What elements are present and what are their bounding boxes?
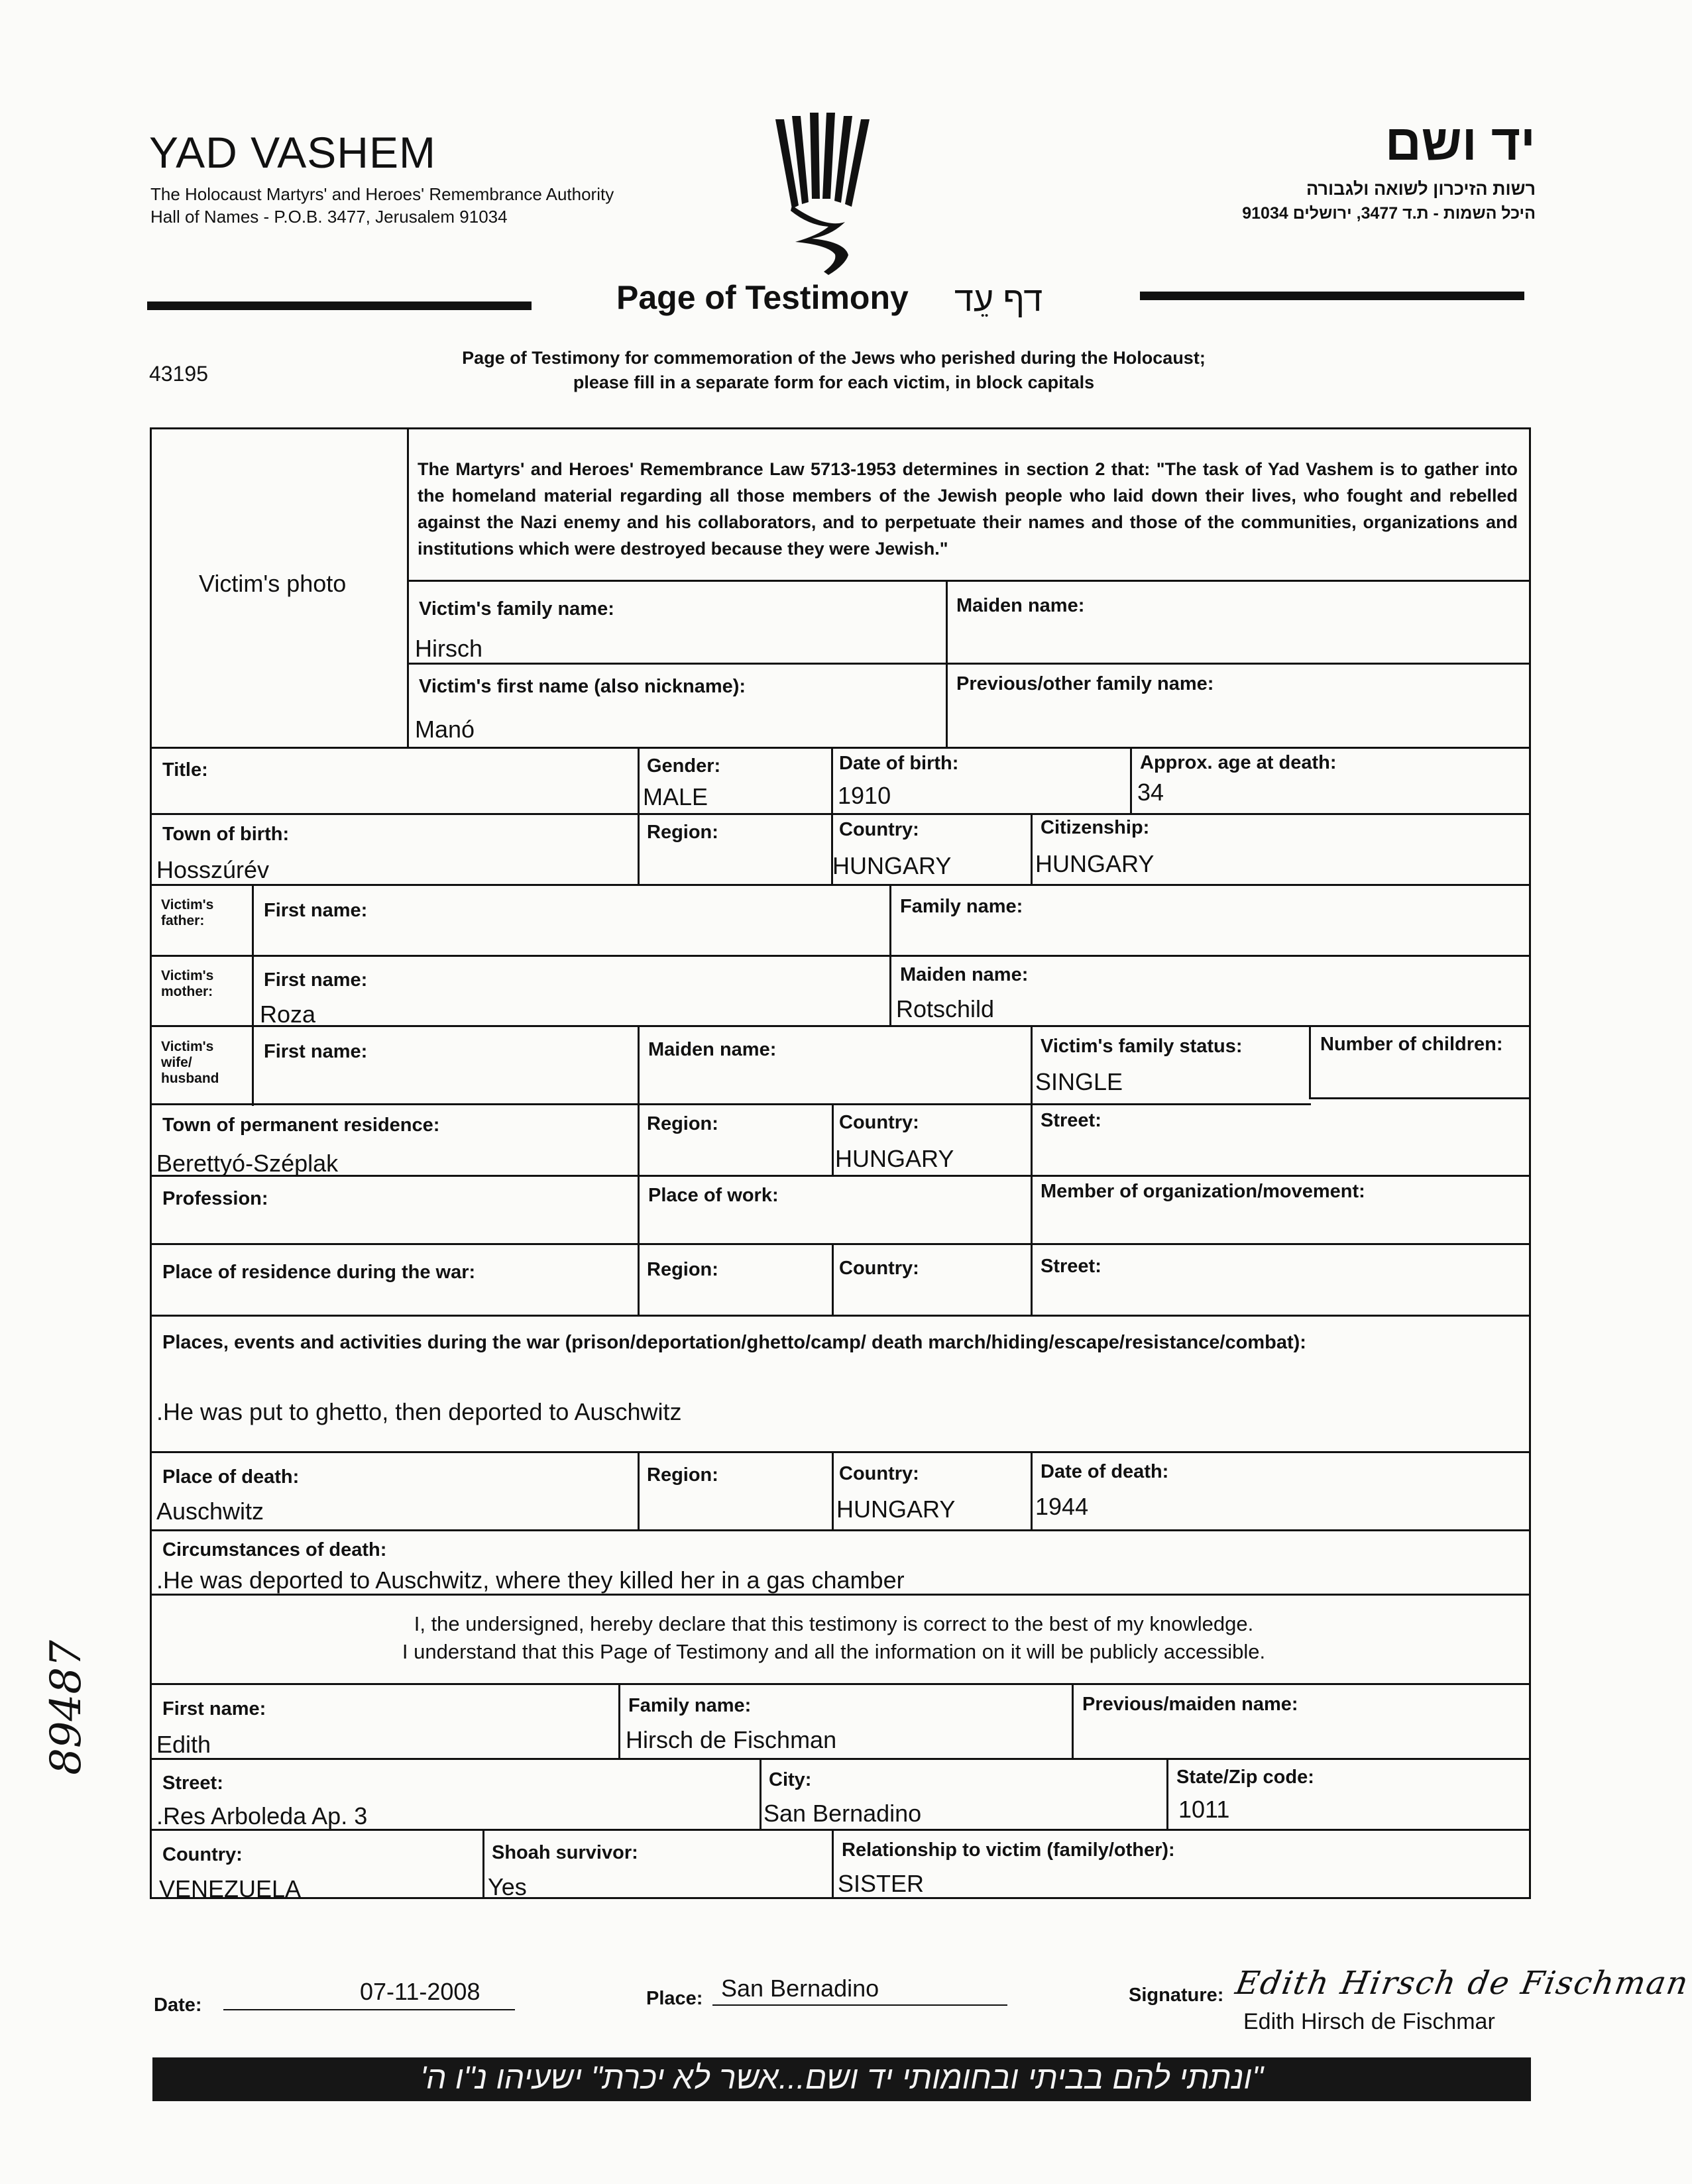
org-subtitle-hebrew: רשות הזיכרון לשואה ולגבורה xyxy=(1306,179,1536,199)
residence-country-label: Country: xyxy=(839,1112,919,1133)
submitter-city: San Bernadino xyxy=(763,1800,922,1827)
spouse-label: Victim's wife/ husband xyxy=(161,1039,219,1086)
submission-date: 07-11-2008 xyxy=(360,1978,480,2005)
submitter-state-zip: 1011 xyxy=(1178,1796,1230,1823)
war-region-label: Region: xyxy=(647,1259,718,1280)
margin-handwritten-number: 89487 xyxy=(42,1640,91,1775)
spouse-first-name-label: First name: xyxy=(264,1041,368,1062)
signature-printed-name: Edith Hirsch de Fischmar xyxy=(1243,2009,1495,2034)
victim-town-birth: Hosszúrév xyxy=(156,856,270,883)
victim-residence-country: HUNGARY xyxy=(835,1145,954,1172)
place-underline xyxy=(712,2004,1007,2006)
signature-label: Signature: xyxy=(1129,1985,1224,2006)
submitter-city-label: City: xyxy=(769,1769,812,1790)
submission-place: San Bernadino xyxy=(721,1975,879,2002)
citizenship-label: Citizenship: xyxy=(1041,817,1150,838)
places-events-label: Places, events and activities during the war (prison/deportation/ghetto/camp/ death march/hiding/escape/resistance/combat): xyxy=(162,1332,1306,1353)
victim-first-name: Manó xyxy=(415,716,475,743)
submitter-street: .Res Arboleda Ap. 3 xyxy=(156,1802,368,1829)
form-title-hebrew: דף עֵד xyxy=(954,280,1043,319)
org-name: YAD VASHEM xyxy=(149,128,436,177)
death-country-label: Country: xyxy=(839,1463,919,1484)
victim-death-country: HUNGARY xyxy=(836,1496,956,1523)
death-region-label: Region: xyxy=(647,1464,718,1486)
relationship-label: Relationship to victim (family/other): xyxy=(842,1839,1175,1861)
submitter-street-label: Street: xyxy=(162,1773,223,1794)
submitter-country-label: Country: xyxy=(162,1844,243,1865)
first-name-label: Victim's first name (also nickname): xyxy=(419,676,746,697)
victim-birth-country: HUNGARY xyxy=(832,852,952,879)
org-address-hebrew: היכל השמות - ת.ד 3477, ירושלים 91034 xyxy=(1242,204,1536,223)
intro-line-2: please fill in a separate form for each victim, in block capitals xyxy=(573,372,1095,392)
family-name-label: Victim's family name: xyxy=(419,598,614,620)
mother-first-name: Roza xyxy=(260,1001,316,1028)
circumstances-label: Circumstances of death: xyxy=(162,1539,387,1560)
victim-circumstances: .He was deported to Auschwitz, where they killed her in a gas chamber xyxy=(156,1566,905,1594)
residence-street-label: Street: xyxy=(1041,1110,1101,1131)
shoah-survivor-label: Shoah survivor: xyxy=(492,1842,638,1863)
maiden-name-label: Maiden name: xyxy=(956,595,1085,616)
submitter-first-name: Edith xyxy=(156,1731,211,1758)
family-status-label: Victim's family status: xyxy=(1041,1036,1243,1057)
header-rule-right xyxy=(1140,292,1524,300)
town-birth-label: Town of birth: xyxy=(162,824,290,845)
submitter-state-zip-label: State/Zip code: xyxy=(1176,1767,1314,1788)
victim-war-events: .He was put to ghetto, then deported to Auschwitz xyxy=(156,1398,682,1425)
declaration-line-2: I understand that this Page of Testimony and all the information on it will be publicly accessible. xyxy=(402,1640,1266,1663)
submitter-family-name-label: Family name: xyxy=(628,1695,752,1716)
war-street-label: Street: xyxy=(1041,1256,1101,1277)
submitter-prev-maiden-label: Previous/maiden name: xyxy=(1082,1694,1298,1715)
form-title: Page of Testimony xyxy=(616,279,909,316)
place-death-label: Place of death: xyxy=(162,1466,300,1488)
org-name-hebrew: יד ושם xyxy=(1384,115,1536,171)
victim-family-status: SINGLE xyxy=(1035,1068,1123,1095)
submitter-first-name-label: First name: xyxy=(162,1698,266,1720)
footer-verse: "ונתתי להם בביתי ובחומותי יד ושם...אשר לא יכרת" ישעיהו נ"ו ה' xyxy=(420,2061,1263,2096)
date-death-label: Date of death: xyxy=(1041,1461,1169,1482)
dob-label: Date of birth: xyxy=(839,753,959,774)
birth-country-label: Country: xyxy=(839,819,919,840)
yad-vashem-logo xyxy=(772,106,881,278)
footer-banner xyxy=(152,2057,1531,2101)
profession-label: Profession: xyxy=(162,1188,268,1209)
num-children-label: Number of children: xyxy=(1320,1034,1503,1055)
victim-gender: MALE xyxy=(643,783,708,810)
war-country-label: Country: xyxy=(839,1258,919,1279)
intro-line-1: Page of Testimony for commemoration of the Jews who perished during the Holocaust; xyxy=(462,348,1206,368)
date-underline xyxy=(223,2009,515,2010)
member-org-label: Member of organization/movement: xyxy=(1041,1181,1365,1202)
age-death-label: Approx. age at death: xyxy=(1140,752,1337,773)
submitter-shoah-survivor: Yes xyxy=(488,1873,527,1900)
title-label: Title: xyxy=(162,759,208,781)
prev-family-name-label: Previous/other family name: xyxy=(956,673,1214,694)
form-number: 43195 xyxy=(149,362,208,386)
org-address: Hall of Names - P.O.B. 3477, Jerusalem 91034 xyxy=(150,207,508,227)
victim-town-residence: Berettyó-Széplak xyxy=(156,1150,339,1177)
place-work-label: Place of work: xyxy=(648,1185,779,1206)
victim-family-name: Hirsch xyxy=(415,635,483,662)
org-subtitle: The Holocaust Martyrs' and Heroes' Remembrance Authority xyxy=(150,184,614,204)
mother-first-name-label: First name: xyxy=(264,969,368,991)
father-label: Victim's father: xyxy=(161,897,214,928)
father-first-name-label: First name: xyxy=(264,900,368,921)
spouse-maiden-name-label: Maiden name: xyxy=(648,1039,777,1060)
residence-war-label: Place of residence during the war: xyxy=(162,1262,476,1283)
residence-region-label: Region: xyxy=(647,1113,718,1134)
town-residence-label: Town of permanent residence: xyxy=(162,1115,440,1136)
victim-place-death: Auschwitz xyxy=(156,1498,264,1525)
declaration-line-1: I, the undersigned, hereby declare that this testimony is correct to the best of my knowledge. xyxy=(414,1612,1254,1635)
mother-maiden-name-label: Maiden name: xyxy=(900,964,1029,985)
birth-region-label: Region: xyxy=(647,822,718,843)
submitter-country: VENEZUELA xyxy=(159,1875,302,1902)
handwritten-signature: Edith Hirsch de Fischman xyxy=(1233,1965,1692,2002)
victim-age-death: 34 xyxy=(1137,779,1164,806)
date-label: Date: xyxy=(154,1994,202,2016)
gender-label: Gender: xyxy=(647,755,721,777)
victim-photo-label: Victim's photo xyxy=(199,570,347,597)
submitter-relationship: SISTER xyxy=(838,1870,925,1897)
header-rule-left xyxy=(147,301,532,310)
mother-label: Victim's mother: xyxy=(161,968,214,999)
victim-dob: 1910 xyxy=(838,782,891,809)
place-label: Place: xyxy=(646,1988,703,2009)
victim-date-death: 1944 xyxy=(1035,1493,1089,1520)
father-family-name-label: Family name: xyxy=(900,896,1023,917)
victim-citizenship: HUNGARY xyxy=(1035,850,1155,877)
mother-maiden-name: Rotschild xyxy=(896,995,995,1022)
law-text: The Martyrs' and Heroes' Remembrance Law 5713-1953 determines in section 2 that: "The task of Yad Vashem is to gather into the homeland material regarding all those members of the Jewish people who laid down their lives, who fought and rebelled against the Nazi enemy and his collaborators, and to perpetuate their names and those of the communities, organizations and institutions which were destroyed because they were Jewish." xyxy=(418,459,1518,559)
submitter-family-name: Hirsch de Fischman xyxy=(626,1726,837,1753)
